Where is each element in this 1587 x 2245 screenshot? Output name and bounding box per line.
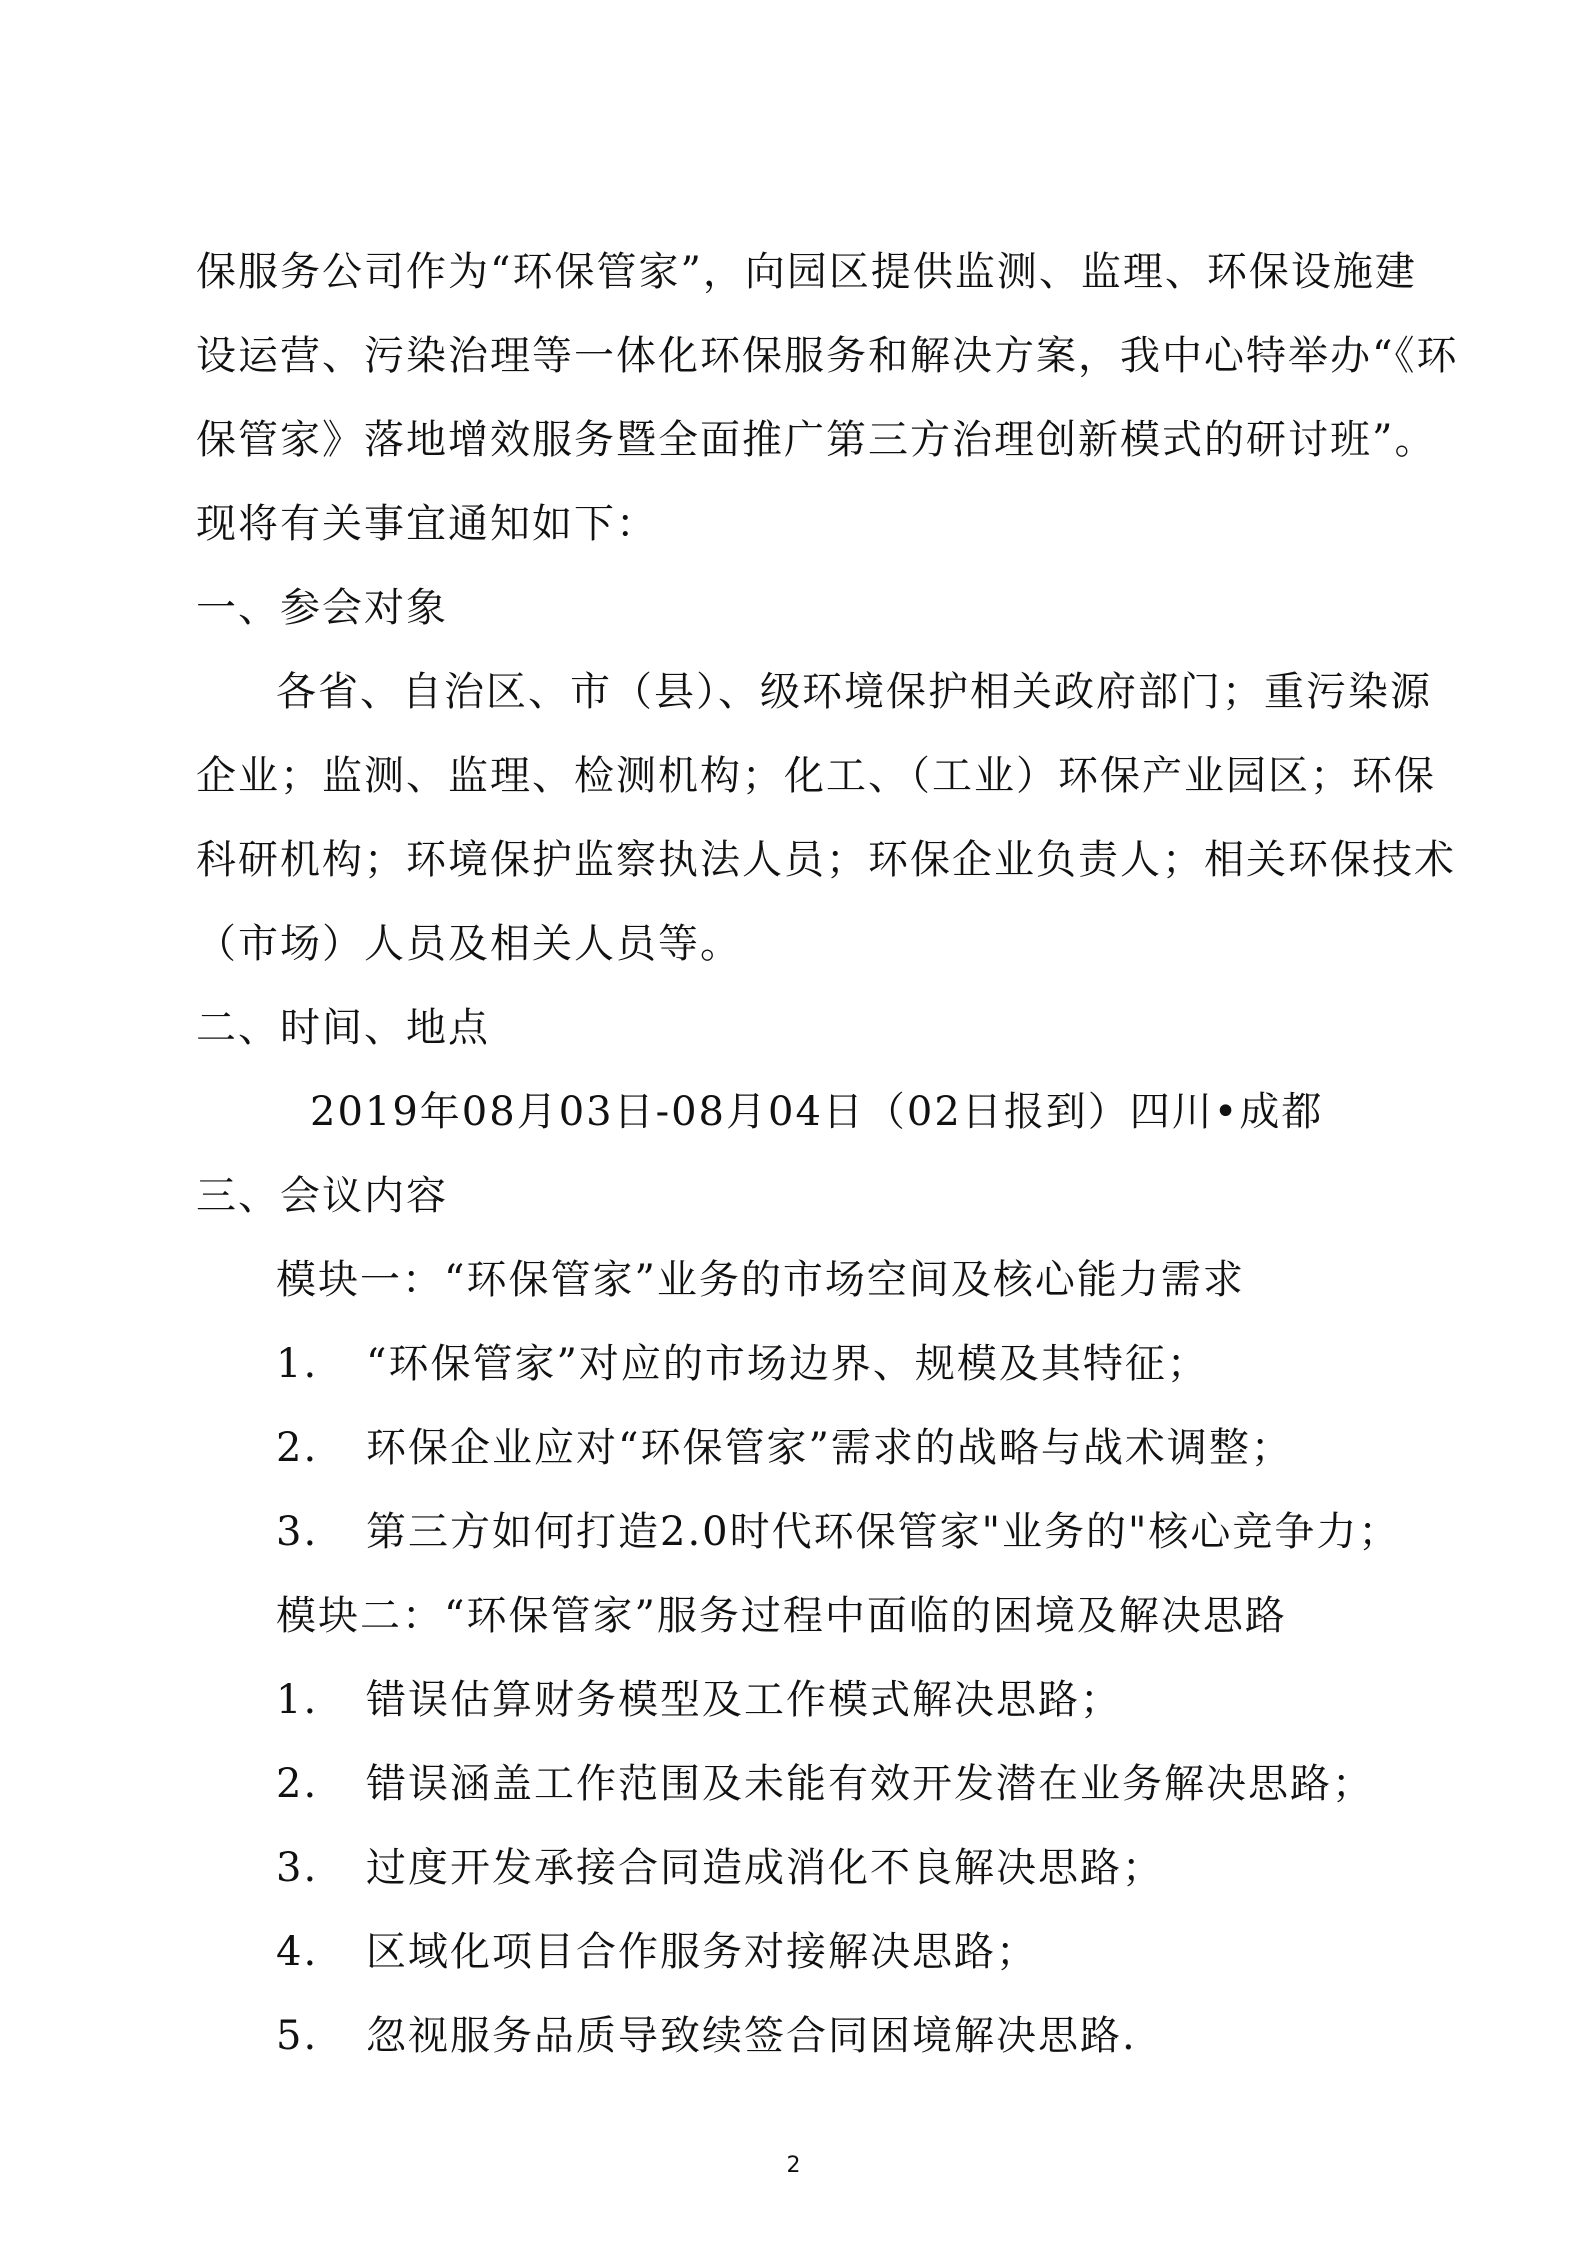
list-item-number: 2. xyxy=(276,1761,319,1807)
list-item-text: 忽视服务品质导致续签合同困境解决思路. xyxy=(366,2013,1137,2059)
attendees-line-1: 各省、自治区、市（县）、级环境保护相关政府部门；重污染源 xyxy=(276,669,1432,715)
list-item-text: 环保企业应对“环保管家”需求的战略与战术调整； xyxy=(366,1425,1293,1471)
attendees-line-3: 科研机构；环境保护监察执法人员；环保企业负责人；相关环保技术 xyxy=(196,837,1456,883)
list-item xyxy=(276,2012,1486,2060)
list-item xyxy=(276,1928,1486,1976)
list-item xyxy=(276,1676,1486,1724)
intro-line-3: 保管家》落地增效服务暨全面推广第三方治理创新模式的研讨班”。 xyxy=(196,417,1437,463)
list-item-number: 3. xyxy=(276,1509,319,1555)
list-item-number: 4. xyxy=(276,1929,319,1975)
list-item-text: 错误涵盖工作范围及未能有效开发潜在业务解决思路； xyxy=(366,1761,1374,1807)
attendees-line-2: 企业；监测、监理、检测机构；化工、（工业）环保产业园区；环保 xyxy=(196,753,1436,799)
section-heading-time-place: 二、时间、地点 xyxy=(196,1005,490,1051)
list-item-text: 第三方如何打造2.0时代环保管家"业务的"核心竞争力； xyxy=(366,1509,1401,1555)
list-item-number: 1. xyxy=(276,1677,319,1723)
list-item-number: 1. xyxy=(276,1341,319,1387)
list-item xyxy=(276,1508,1486,1556)
list-item-text: 区域化项目合作服务对接解决思路； xyxy=(366,1929,1038,1975)
intro-line-2: 设运营、污染治理等一体化环保服务和解决方案，我中心特举办“《环 xyxy=(196,333,1459,379)
list-item-text: 错误估算财务模型及工作模式解决思路； xyxy=(366,1677,1122,1723)
list-item-text: “环保管家”对应的市场边界、规模及其特征； xyxy=(366,1341,1209,1387)
list-item-number: 3. xyxy=(276,1845,319,1891)
module-2-title: 模块二：“环保管家”服务过程中面临的困境及解决思路 xyxy=(276,1593,1287,1639)
intro-line-1: 保服务公司作为“环保管家”，向园区提供监测、监理、环保设施建 xyxy=(196,249,1417,295)
page-number: 2 xyxy=(786,2153,801,2178)
list-item-number: 5. xyxy=(276,2013,319,2059)
time-place-detail: 2019年08月03日-08月04日（02日报到）四川•成都 xyxy=(310,1089,1324,1135)
section-heading-attendees: 一、参会对象 xyxy=(196,585,448,631)
list-item xyxy=(276,1424,1486,1472)
list-item xyxy=(276,1340,1486,1388)
list-item xyxy=(276,1844,1486,1892)
attendees-line-4: （市场）人员及相关人员等。 xyxy=(196,921,742,967)
list-item-text: 过度开发承接合同造成消化不良解决思路； xyxy=(366,1845,1164,1891)
list-item xyxy=(276,1760,1486,1808)
intro-line-4: 现将有关事宜通知如下： xyxy=(196,501,658,547)
list-item-number: 2. xyxy=(276,1425,319,1471)
section-heading-content: 三、会议内容 xyxy=(196,1173,448,1219)
module-1-title: 模块一：“环保管家”业务的市场空间及核心能力需求 xyxy=(276,1257,1245,1303)
